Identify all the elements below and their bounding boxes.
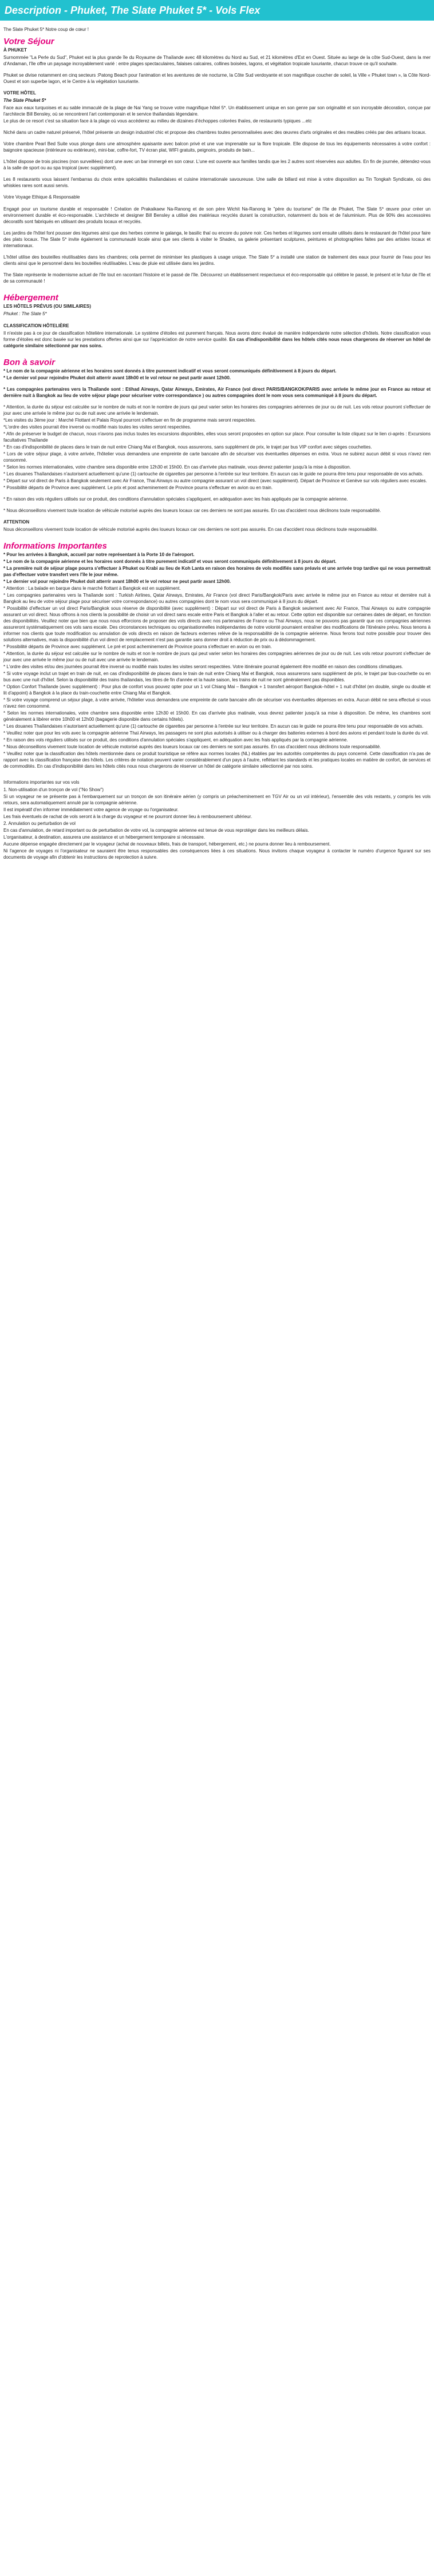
bon-a-savoir-list [3,368,431,514]
classification-note: En cas d'indisponibilité dans les hôtels cités nous nous chargerons de réserver un hôtel de catégorie similaire sélectionné par nos soins. [3,337,431,348]
region-paragraph: Surnommée "La Perle du Sud", Phuket est la plus grande île du Royaume de Thaïlande avec 48 kilomètres du Nord au Sud, et 21 kilomètres d'Est en Ouest. Située au large de la côte Sud-Ouest, dans la mer d'Andaman, l'île offre un paysage incroyablement varié : entre plages spectaculaires, falaises calcaires, collines boisées, lagons, et végétation tropicale luxuriante, chacun trouve ce qu'il souhaite. [3,55,431,66]
list-item: * Les compagnies partenaires vers la Thaïlande sont : Etihad Airways, Qatar Airways, Emirates, Air France (vol direct PARIS/BANGKOK/PARIS avec arrivée le même jour en France au retour et dernière nuit à Bangkok au lieu de votre séjour plage pour sécuriser votre correspondance ) ou autres compagnies dont le nom vous sera communiqué à 8 jours du départ. [3,387,431,398]
list-item: * Possibilité d'effectuer un vol direct Paris/Bangkok sous réserve de disponibilité (avec supplément) : Départ sur vol direct de Paris à Bangkok seulement avec Air France, Thai Airways ou autre compagnie assurant un vol direct. Nous offrons à nos clients la possibilité de choisir un vol direct sans escale entre Paris et Bangkok à l'aller et au retour. Cette option est disponible sur certaines dates de départ, en fonction des disponibilités. Veuillez noter que bien que nous nous efforcions de proposer des vols directs avec nos partenaires de France ou Thaï Airways, nous ne pouvons pas garantir que ces compagnies aériennes assureront systématiquement ces vols sans escale. Des circonstances techniques ou organisationnelles indépendantes de notre volonté pourraient entraîner des modifications de l'itinéraire prévu. Nous tenons à informer nos clients que toute modification ou annulation de vols directs en raison de facteurs externes relève de la responsabilité de la compagnie aérienne. Nous ferons tout notre possible pour trouver des solutions alternatives, mais la disponibilité d'un vol direct de remplacement n'est pas garantie sans donner droit à réduction de prix ou à dédommagement. [3,606,431,642]
hotel-text [3,105,431,189]
list-item: * Départ sur vol direct de Paris à Bangkok seulement avec Air France, Thai Airways ou autre compagnie assurant un vol direct (avec supplément). Départ de Province et Genève sur vols réguliers avec escales. [3,478,427,483]
list-item: *Les visites du 3ème jour : Marché Flottant et Palais Royal pourront s'effectuer en fin de programme mais seront respectées. [3,418,257,423]
list-item: * Selon les normes internationales, votre chambre sera disponible entre 12h30 et 15h00. En cas d'arrivée plus matinale, vous devrez patienter jusqu'à sa mise à disposition. De même, les chambres sont généralement à libérer entre 10h00 et 12h00 (bagagerie disponible dans certains hôtels). [3,711,431,722]
hotel-paragraph: Face aux eaux turquoises et au sable immaculé de la plage de Nai Yang se trouve votre magnifique hôtel 5*. Un établissement unique en son genre par son originalité et son incroyable décoration, conçue par l'architecte Bill Bensley, où se rencontrent l'art contemporain et le service thaïlandais légendaire. [3,105,431,117]
attention-text [3,526,431,533]
hotel-paragraph: Votre chambre Pearl Bed Suite vous plonge dans une atmosphère apaisante avec balcon privé et une vue imprenable sur la flore tropicale. Elle dispose de tous les équipements nécessaires à votre confort : baignoire spacieuse (intérieure ou extérieure), mini-bar, coffre-fort, TV écran plat, WIFI gratuits, peignoirs, produits de bain... [3,141,431,153]
list-item: * Le dernier vol pour rejoindre Phuket doit atterrir avant 18h00 et le vol retour ne peut partir avant 12h00. [3,579,231,584]
eco-label: Votre Voyage Ethique & Responsable [3,195,80,200]
flights-info-item: L'organisateur, à destination, assurera une assistance et un hébergement temporaire si nécessaire. [3,835,205,840]
hotel-paragraph: Le plus de ce resort c'est sa situation face à la plage où vous accéderez au milieu de dizaines d'échoppes colorées thaïes, de restaurants typiques ...etc [3,118,312,124]
page-title: Description - Phuket, The Slate Phuket 5* - Vols Flex [5,4,261,16]
list-item: * Attention, la durée du séjour est calculée sur le nombre de nuits et non le nombre de jours qui peut varier selon les horaires des compagnies aériennes de jour ou de nuit. Les vols retour pourront s'effectuer de jour avec une arrivée le même jour ou de nuit avec une arrivée le lendemain. [3,404,431,416]
list-item: * La première nuit de séjour plage pourra s'effectuer à Phuket ou Krabi au lieu de Koh Lanta en raison des horaires de vols modifiés sans préavis et une arrivée trop tardive qui ne vous permettrait pas d'effectuer votre transfert vers l'île le jour même. [3,566,431,577]
eco-paragraph: Les jardins de l'hôtel font pousser des légumes ainsi que des herbes comme le galanga, le basilic thaï ou encore du poivre noir. Ces herbes et légumes sont ensuite utilisés dans le restaurant de l'hôtel pour faire des plats locaux. The Slate 5* invite également la communauté locale ainsi que ses clients à visiter le Shades, sa galerie présentant sculptures, peintures et photographies faites par des artistes locaux et internationaux. [3,231,431,248]
list-item: * Veuillez noter que pour les vols avec la compagnie aérienne Thaï Airways, les passagers ne sont plus autorisés à utiliser ou à charger des batteries externes à bord des avions et pendant toute la durée du vol. [3,731,429,736]
list-item: * Option Confort Thaïlande (avec supplément) : Pour plus de confort vous pouvez opter pour un 1 vol Chiang Mai – Bangkok + 1 transfert aéroport Bangkok–hôtel + 1 nuit d'hôtel (en double, single ou double et lit d'appoint) à Bangkok à la place du train-couchette entre Chiang Mai et Bangkok. [3,684,431,696]
hotel-paragraph: L'hôtel dispose de trois piscines (non surveillées) dont une avec un bar immergé en son cœur. L'une est ouverte aux familles tandis que les 2 autres sont réservées aux adultes. En fin de journée, détendez-vous à la salle de sport ou au spa tropical (avec supplément). [3,159,431,170]
section-heading-bon-a-savoir: Bon à savoir [3,358,56,367]
list-item: * Afin de préserver le budget de chacun, nous n'avons pas inclus toutes les excursions disponibles, elles vous seront proposées en option sur place. Pour consulter la liste cliquez sur le lien ci-après : Excursions facultatives Thaïlande [3,431,431,443]
page-title-bar [0,0,434,21]
list-item: * Attention : La balade en barque dans le marché flottant à Bangkok est en supplément. [3,586,181,591]
flights-info-item: 2. Annulation ou perturbation de vol [3,821,76,826]
list-item: * Les douanes Thaïlandaises n'autorisent actuellement qu'une (1) cartouche de cigarettes par personne à l'entrée sur leur territoire. En aucun cas le guide ne pourra être tenu pour responsable de vos achats. [3,724,424,729]
list-item: * Nous déconseillons vivement toute location de véhicule motorisé auprès des loueurs locaux car ces derniers ne sont pas assurés. En cas d'accident nous déclinons toute responsabilité. [3,508,381,513]
list-item: * Nous déconseillons vivement toute location de véhicule motorisé auprès des loueurs locaux car ces derniers ne sont pas assurés. En cas d'accident nous déclinons toute responsabilité. [3,744,381,749]
list-item: * Possibilité départs de Province avec supplément. Le prix et post acheminement de Province pourra s'effectuer en avion ou en train. [3,485,273,490]
list-item: * Selon les normes internationales, votre chambre sera disponible entre 12h30 et 15h00. En cas d'arrivée plus matinale, vous devrez patienter jusqu'à la mise à disposition. [3,465,351,470]
list-item: * Si votre voyage comprend un séjour plage, à votre arrivée, l'hôtelier vous demandera une empreinte de carte bancaire afin de sécuriser vos éventuelles dépenses en extra. Aucun débit ne sera effectué si vous n'avez rien consommé. [3,697,431,709]
list-item: * Pour les arrivées à Bangkok, accueil par notre représentant à la Porte 10 de l'aéroport. [3,552,195,557]
list-item: * L'ordre des visites et/ou des journées pourrait être inversé ou modifié mais toutes les visites seront respectées. Votre itinéraire pourrait également être modifié en raison des conditions climatiques. [3,664,403,669]
hotel-paragraph: Les 8 restaurants vous laissent l'embarras du choix entre spécialités thaïlandaises et cuisine internationale savoureuse. Une salle de billard est mise à votre disposition au Tin Tongkah Syndicate, où des whiskies rares sont aussi servis. [3,177,431,188]
section-heading-informations: Informations Importantes [3,541,107,551]
list-item: * Les douanes Thaïlandaises n'autorisent actuellement qu'une (1) cartouche de cigarettes par personne à l'entrée sur leur territoire. En aucun cas le guide ne pourra être tenu pour responsable de vos achats. [3,471,424,477]
eco-paragraph: The Slate représente le modernisme actuel de l'île tout en racontant l'histoire et le passé de l'île. Découvrez un établissement respectueux et éco-responsable qui célèbre le passé, le présent et le futur de l'île et de sa communauté ! [3,272,431,284]
list-item: * En raison des vols réguliers utilisés sur ce produit, des conditions d'annulation spéciales s'appliquent, en adéquation avec les frais appliqués par la compagnie aérienne. [3,497,348,502]
list-item: * En raison des vols réguliers utilisés sur ce produit, des conditions d'annulation spéciales s'appliquent, en adéquation avec les frais appliqués par la compagnie aérienne. [3,737,348,743]
classification-text [3,330,431,349]
list-item: * Le nom de la compagnie aérienne et les horaires sont donnés à titre purement indicatif et vous seront communiqués définitivement à 8 jours du départ. [3,559,337,564]
list-item: *L'ordre des visites pourrait être inversé ou modifié mais toutes les visites seront respectées. [3,424,191,430]
region-label: À PHUKET [3,47,27,53]
list-item: * Les compagnies partenaires vers la Thaïlande sont : Turkish Airlines, Qatar Airways, Emirates, Air France (vol direct Paris/Bangkok/Paris avec arrivée le même jour en France au retour et dernière nuit à Bangkok au lieu de votre séjour plage pour sécuriser votre correspondance) ou autres compagnies dont le nom vous sera communiqué à 8 jours du départ. [3,593,431,604]
attention-paragraph: Nous déconseillons vivement toute location de véhicule motorisé auprès des loueurs locaux car ces derniers ne sont pas assurés. En cas d'accident nous déclinons toute responsabilité. [3,527,378,532]
hotels-value: Phuket : The Slate 5* [3,311,47,316]
list-item: * Le dernier vol pour rejoindre Phuket doit atterrir avant 18h00 et le vol retour ne peut partir avant 12h00. [3,375,231,380]
flights-info-item: Ni l'agence de voyages ni l'organisateur ne sauraient être tenus responsables des conséquences liées à ces situations. Nous invitons chaque voyageur à contacter le numéro d'urgence figurant sur ses documents de voyage afin d'obtenir les instructions de reprotection à suivre. [3,848,431,860]
hotel-paragraph: Niché dans un cadre naturel préservé, l'hôtel présente un design industriel chic et propose des chambres toutes personnalisées avec des œuvres d'arts originales et des meubles créés par des artisans locaux. [3,130,427,135]
hotels-label: LES HÔTELS PRÉVUS (OU SIMILAIRES) [3,304,91,309]
region-text [3,54,431,85]
flights-info-item: Si un voyageur ne se présente pas à l'embarquement sur un tronçon de son itinéraire aérien (y compris un préacheminement en TGV Air ou un vol intérieur), l'ensemble des vols restants, y compris les vols retours, sera automatiquement annulé par la compagnie aérienne. [3,794,431,805]
list-item: * Possibilité départs de Province avec supplément. Le pré et post acheminement de Province pourra s'effectuer en avion ou en train. [3,644,272,649]
informations-list [3,551,431,769]
section-heading-sejour: Votre Séjour [3,37,54,46]
region-paragraph: Phuket se divise notamment en cinq secteurs :Patong Beach pour l'animation et les aventures de vie nocturne, la Côte Sud verdoyante et son magnifique coucher de soleil, la Ville « Phuket town », la Côte Nord-Ouest et son superbe lagon, et le Centre à la végétation luxuriante. [3,73,431,84]
eco-paragraph: L'hôtel utilise des bouteilles réutilisables dans les chambres; cela permet de minimiser les plastiques à usage unique. The Slate 5* a installé une station de traitement des eaux pour fournir de l'eau pour les clients ainsi que le personnel dans les bouteilles réutilisables. L'eau de pluie est utilisée dans les jardins. [3,255,431,266]
intro-text: The Slate Phuket 5* Notre coup de cœur ! [3,27,89,32]
flights-info-item: Il est impératif d'en informer immédiatement votre agence de voyage ou l'organisateur. [3,807,179,812]
flights-info-item: En cas d'annulation, de retard important ou de perturbation de votre vol, la compagnie aérienne est tenue de vous reprotéger dans les meilleurs délais. [3,828,309,833]
classification-label: CLASSIFICATION HÔTELIÈRE [3,323,69,328]
classification-paragraph: Il n'existe pas à ce jour de classification hôtelière internationale. Le système d'étoiles est purement français. Nous avons donc évalué de manière indépendante notre sélection d'hôtels. Notre classification vous forme d'étoiles est donc basée sur les prestations offertes ainsi que sur l'appréciation de notre service qualité. [3,331,431,342]
attention-label: ATTENTION [3,519,30,525]
hotel-label: VOTRE HÔTEL [3,90,36,96]
hotel-name: The Slate Phuket 5* [3,98,46,103]
document-body [0,21,434,860]
list-item: * En cas d'indisponibilité de places dans le train de nuit entre Chiang Mai et Bangkok, nous assurerons, sans supplément de prix, le trajet par bus VIP confort avec sièges couchettes. [3,444,372,450]
list-item: * Lors de votre séjour plage, à votre arrivée, l'hôtelier vous demandera une empreinte de carte bancaire afin de sécuriser vos éventuelles dépenses en extra. Vous ne subirez aucun débit si vous n'avez rien consommé. [3,451,431,463]
flights-info-item: Aucune dépense engagée directement par le voyageur (achat de nouveaux billets, frais de transport, hébergement, etc.) ne pourra donner lieu à remboursement. [3,842,331,847]
flights-info-label: Informations importantes sur vos vols [3,780,80,785]
list-item: * Attention, la durée du séjour est calculée sur le nombre de nuits et non le nombre de jours qui peut varier selon les horaires des compagnies aériennes de jour ou de nuit. Les vols retour pourront s'effectuer de jour avec une arrivée le même jour ou de nuit avec une arrivée le lendemain. [3,651,431,662]
eco-paragraph: Engagé pour un tourisme durable et responsable ! Création de Prakaikaew Na-Ranong et de son père Wichit Na-Ranong le "père du tourisme" de l'île de Phuket, The Slate 5* œuvre pour créer un environnement durable et éco-responsable. L'architecte et designer Bill Bensley a utilisé des matériaux recyclés durant la construction, notamment du bois et de l'aluminium. Plus de 90% des accessoires décoratifs sont fabriqués en utilisant des produits locaux et recyclés. [3,207,431,224]
section-heading-hebergement: Hébergement [3,293,58,303]
flights-info-item: 1. Non-utilisation d'un tronçon de vol ("No Show") [3,787,104,792]
eco-text [3,206,431,284]
flights-info-item: Les frais éventuels de rachat de vols seront à la charge du voyageur et ne pourront donner lieu à remboursement ultérieur. [3,814,252,819]
flights-info-list [3,787,431,860]
list-item: * Si votre voyage inclut un trajet en train de nuit, en cas d'indisponibilité de places dans le train de nuit entre Chiang Mai et Bangkok, nous assurerons sans supplément de prix, le trajet par bus-couchette ou en bus avec une nuit d'hôtel. Selon la disponibilité des trains thaïlandais, les titres de fin d'année et la haute saison, les trains de nuit ne sont généralement pas disponibles. [3,671,431,682]
list-item: * Veuillez noter que la classification des hôtels mentionnée dans ce produit touristique se réfère aux normes locales (NL) établies par les autorités compétentes du pays concerné. Cette classification n'a pas de rapport avec la classification française des hôtels. Les critères de notation peuvent varier considérablement d'un pays à l'autre, reflétant les standards et les pratiques locales en matière de confort, de services et de commodités. En cas d'indisponibilité dans les hôtels cités nous nous chargerons de réserver un hôtel de catégorie similaire sélectionné par nos soins. [3,751,431,769]
list-item: * Le nom de la compagnie aérienne et les horaires sont donnés à titre purement indicatif et vous seront communiqués définitivement à 8 jours du départ. [3,368,337,374]
